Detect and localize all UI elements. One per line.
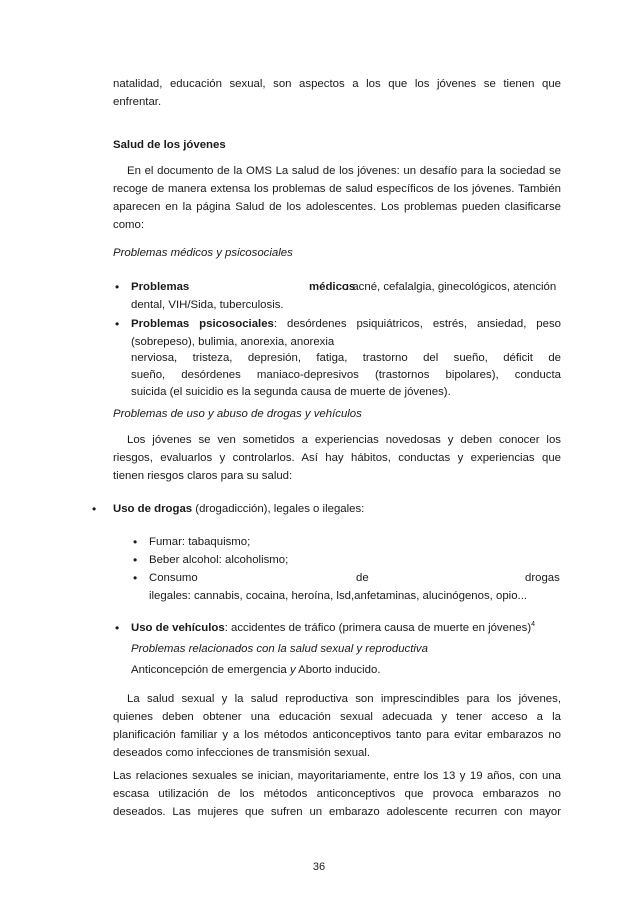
vehicles-item-rest: : accidentes de tráfico (primera causa de muerte en jóvenes)	[224, 622, 532, 634]
anticon-y: y	[289, 664, 296, 676]
sexual-line-2: quienes deben obtener una educación sexual adecuada y tener acceso a la	[113, 711, 561, 723]
subhead-sexual: Problemas relacionados con la salud sexual y reproductiva	[131, 643, 428, 655]
psycho-line-3: nerviosa, tristeza, depresión, fatiga, trastorno del sueño, déficit de	[131, 352, 561, 364]
subhead-drugs: Problemas de uso y abuso de drogas y vehículos	[113, 408, 362, 420]
vehicles-item-label: Uso de vehículos	[131, 622, 225, 634]
psycho-label: Problemas psicosociales	[131, 318, 274, 330]
bullet-icon: •	[115, 621, 120, 635]
bullet-icon: •	[92, 502, 97, 516]
vehicles-item	[131, 619, 535, 637]
intro-line-1: natalidad, educación sexual, son aspectos a los que los jóvenes se tienen que	[113, 78, 561, 90]
drugs-item	[113, 500, 364, 518]
medical-label-a: Problemas	[131, 281, 190, 293]
anticon-line	[131, 661, 381, 679]
psycho-line-2: (sobrepeso), bulimia, anorexia, anorexia	[131, 336, 335, 348]
medical-rest: : acné, cefalalgia, ginecológicos, atención	[346, 281, 557, 293]
sexual-line-3: planificación familiar y a los métodos anticonceptivos tanto para evitar embarazos no	[113, 729, 561, 741]
medical-line-2: dental, VIH/Sida, tuberculosis.	[131, 299, 284, 311]
drugs-item-rest: (drogadicción), legales o ilegales:	[192, 503, 365, 515]
drugs-line-3: tienen riesgos claros para su salud:	[113, 470, 293, 482]
oms-line-2: recoge de manera extensa los problemas de salud específicos de los jóvenes. También	[113, 183, 561, 195]
subhead-medical: Problemas médicos y psicosociales	[113, 247, 293, 259]
anticon-part-1: Anticoncepción de emergencia	[131, 664, 290, 676]
oms-line-4: como:	[113, 219, 145, 231]
drugs-line-2: riesgos, evaluarlos y controlarlos. Así hay hábitos, conductas y experiencias que	[113, 452, 561, 464]
bullet-icon: •	[133, 535, 138, 549]
footnote-marker[interactable]: 4	[531, 621, 536, 629]
section-title: Salud de los jóvenes	[113, 139, 226, 151]
oms-line-3: aparecen en la página Salud de los adolescentes. Los problemas pueden clasificarse	[113, 201, 561, 213]
bullet-icon: •	[133, 553, 138, 567]
sub-item-alcohol: Beber alcohol: alcoholismo;	[149, 554, 289, 566]
bullet-icon: •	[115, 317, 120, 331]
sexual-line-1: La salud sexual y la salud reproductiva son imprescindibles para los jóvenes,	[127, 693, 561, 705]
oms-line-1: En el documento de la OMS La salud de los jóvenes: un desafío para la sociedad se	[127, 165, 561, 177]
consumo-word-2: de	[356, 572, 369, 584]
drugs-item-label: Uso de drogas	[113, 503, 193, 515]
relations-line-1: Las relaciones sexuales se inician, mayoritariamente, entre los 13 y 19 años, con una	[113, 770, 561, 782]
bullet-icon: •	[133, 571, 138, 585]
sub-item-smoking: Fumar: tabaquismo;	[149, 536, 251, 548]
medical-label-b: médicos	[309, 281, 356, 293]
intro-line-2: enfrentar.	[113, 96, 162, 108]
sexual-line-4: deseados como infecciones de transmisión sexual.	[113, 747, 371, 759]
bullet-icon: •	[115, 280, 120, 294]
page-number: 36	[312, 861, 326, 873]
relations-line-3: deseados. Las mujeres que sufren un embarazo adolescente recurren con mayor	[113, 806, 561, 818]
consumo-word-3: drogas	[525, 572, 560, 584]
psycho-line-4: sueño, desórdenes maniaco-depresivos (trastornos bipolares), conducta	[131, 369, 561, 381]
consumo-line-2: ilegales: cannabis, cocaina, heroína, lsd,anfetaminas, alucinógenos, opio...	[149, 590, 528, 602]
drugs-line-1: Los jóvenes se ven sometidos a experiencias novedosas y deben conocer los	[127, 434, 561, 446]
psycho-line-5: suicida (el suicidio es la segunda causa de muerte de jóvenes).	[131, 386, 451, 398]
psycho-rest: : desórdenes psiquiátricos, estrés, ansiedad, peso	[273, 318, 561, 330]
anticon-part-2: Aborto inducido.	[295, 664, 381, 676]
consumo-word-1: Consumo	[149, 572, 198, 584]
relations-line-2: escasa utilización de los métodos anticonceptivos que provoca embarazos no	[113, 788, 561, 800]
psycho-line-1	[131, 315, 561, 333]
